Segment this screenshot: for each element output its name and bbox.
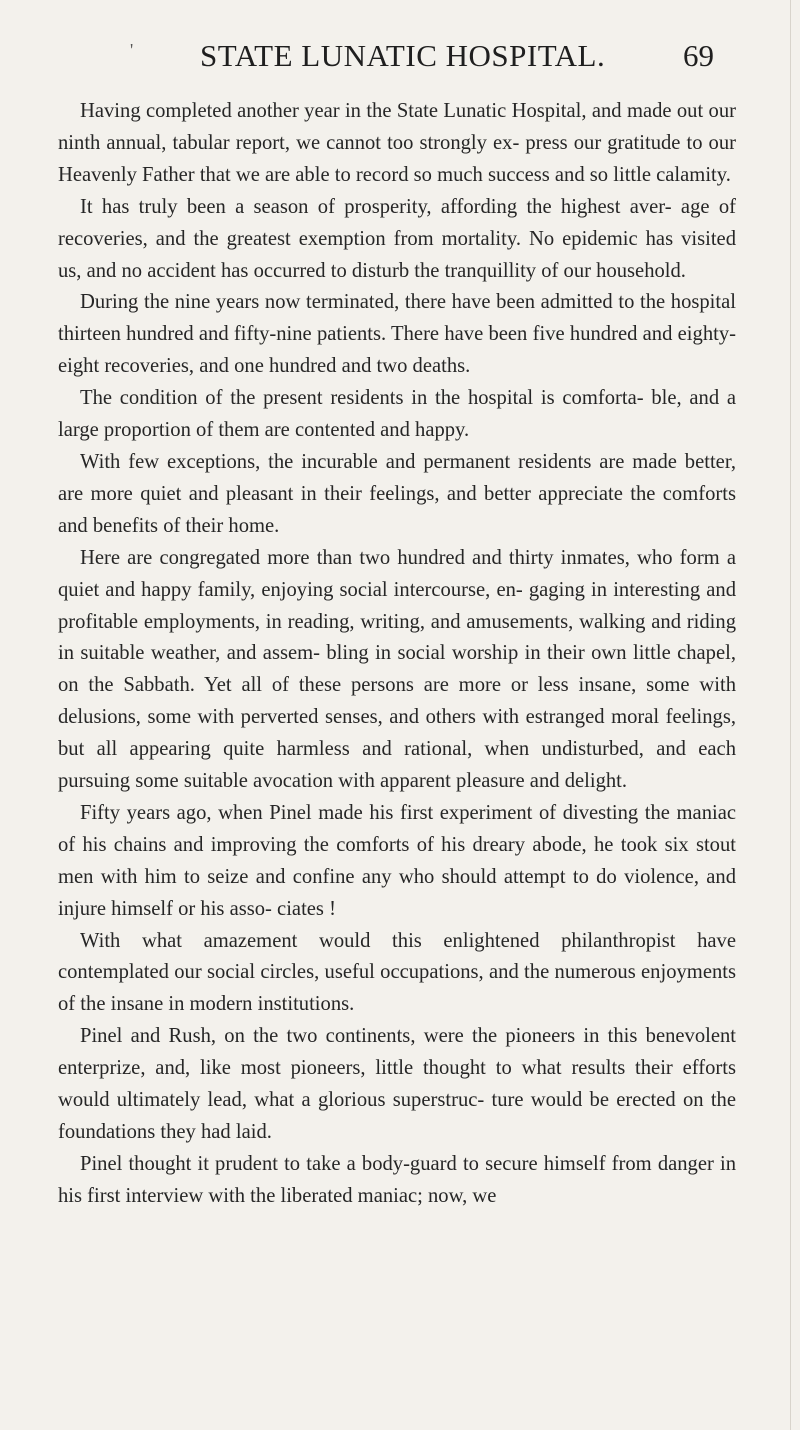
paragraph: Pinel and Rush, on the two continents, were the pioneers in this benevolent enterprize, and, like most pioneers, little thought to what results their efforts would ultimately lead, what a glorious superstruc- ture would be erected on the foundations they had laid.: [58, 1025, 736, 1143]
page-number: 69: [683, 38, 714, 73]
body-text: [58, 96, 736, 1213]
paragraph: During the nine years now terminated, there have been admitted to the hospital thirteen hundred and fifty-nine patients. There have been five hundred and eighty-eight recoveries, and one hundred and two deaths.: [58, 291, 736, 378]
paragraph: The condition of the present residents in the hospital is comforta- ble, and a large proportion of them are contented and happy.: [58, 387, 736, 442]
paragraph: Pinel thought it prudent to take a body-guard to secure himself from danger in his first interview with the liberated maniac; now, we: [58, 1152, 736, 1207]
paragraph: Having completed another year in the State Lunatic Hospital, and made out our ninth annual, tabular report, we cannot too strongly ex- press our gratitude to our Heavenly Father that we are able to record so much success and so little calamity.: [58, 100, 736, 186]
margin-mark: ': [130, 40, 134, 60]
running-header: [0, 18, 800, 73]
page-edge-rule: [790, 0, 791, 1430]
paragraph: With what amazement would this enlightened philanthropist have contemplated our social circles, useful occupations, and the numerous enjoyments of the insane in modern institutions.: [58, 929, 736, 1016]
paragraph: It has truly been a season of prosperity, affording the highest aver- age of recoveries, and the greatest exemption from mortality. No epidemic has visited us, and no accident has occurred to disturb the tranquillity of our household.: [58, 195, 736, 282]
paragraph: With few exceptions, the incurable and permanent residents are made better, are more quiet and pleasant in their feelings, and better appreciate the comforts and benefits of their home.: [58, 450, 736, 537]
running-title: STATE LUNATIC HOSPITAL.: [200, 38, 606, 73]
paragraph: Here are congregated more than two hundred and thirty inmates, who form a quiet and happy family, enjoying social intercourse, en- gaging in interesting and profitable employments, in reading, writing, and amusements, walking and riding in suitable weather, and assem- bling in social worship in their own little chapel, on the Sabbath. Yet all of these persons are more or less insane, some with delusions, some with perverted senses, and others with estranged moral feelings, but all appearing quite harmless and rational, when undisturbed, and each pursuing some suitable avocation with apparent pleasure and delight.: [58, 546, 736, 793]
paragraph: Fifty years ago, when Pinel made his first experiment of divesting the maniac of his chains and improving the comforts of his dreary abode, he took six stout men with him to seize and confine any who should attempt to do violence, and injure himself or his asso- ciates !: [58, 801, 736, 920]
